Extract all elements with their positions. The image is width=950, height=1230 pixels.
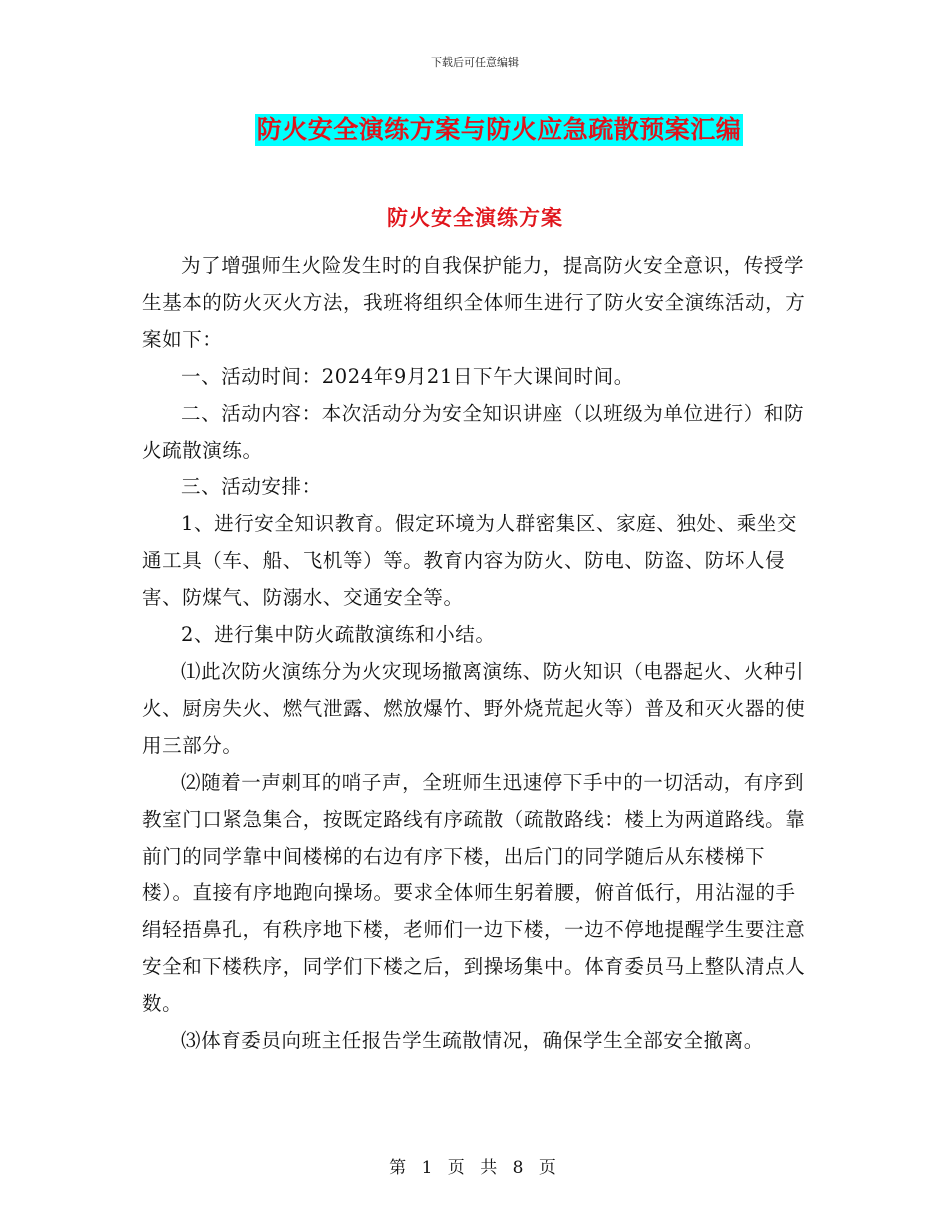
main-title: 防火安全演练方案与防火应急疏散预案汇编 bbox=[256, 115, 742, 144]
document-body bbox=[142, 248, 814, 1060]
paragraph-activity-content: 二、活动内容：本次活动分为安全知识讲座（以班级为单位进行）和防火疏散演练。 bbox=[142, 401, 805, 462]
page-number-footer: 第 1 页 共 8 页 bbox=[389, 1158, 561, 1178]
paragraph-item-1: 1、进行安全知识教育。假定环境为人群密集区、家庭、独处、乘坐交通工具（车、船、飞机等）等。教育内容为防火、防电、防盗、防坏人侵害、防煤气、防溺水、交通安全等。 bbox=[142, 512, 798, 610]
main-title-container bbox=[0, 114, 950, 146]
paragraph-activity-arrangement: 三、活动安排： bbox=[181, 475, 322, 499]
paragraph-activity-time: 一、活动时间：2024年9月21日下午大课间时间。 bbox=[181, 364, 634, 388]
paragraph-subitem-2: ⑵随着一声刺耳的哨子声，全班师生迅速停下手中的一切活动，有序到教室门口紧急集合，按既定路线有序疏散（疏散路线：楼上为两道路线。靠前门的同学靠中间楼梯的右边有序下楼，出后门的同学随后从东楼梯下楼）。直接有序地跑向操场。要求全体师生躬着腰，俯首低行，用沾湿的手绢轻捂鼻孔，有秩序地下楼，老师们一边下楼，一边不停地提醒学生要注意安全和下楼秩序，同学们下楼之后，到操场集中。体育委员马上整队清点人数。 bbox=[142, 770, 806, 1016]
paragraph-subitem-3: ⑶体育委员向班主任报告学生疏散情况，确保学生全部安全撤离。 bbox=[181, 1029, 764, 1053]
header-note: 下载后可任意编辑 bbox=[431, 56, 519, 69]
section-title: 防火安全演练方案 bbox=[387, 206, 563, 230]
paragraph-intro: 为了增强师生火险发生时的自我保护能力，提高防火安全意识，传授学生基本的防火灭火方法，我班将组织全体师生进行了防火安全演练活动，方案如下： bbox=[142, 254, 806, 351]
paragraph-item-2: 2、进行集中防火疏散演练和小结。 bbox=[181, 623, 496, 647]
paragraph-subitem-1: ⑴此次防火演练分为火灾现场撤离演练、防火知识（电器起火、火种引火、厨房失火、燃气泄露、燃放爆竹、野外烧荒起火等）普及和灭火器的使用三部分。 bbox=[142, 659, 806, 757]
